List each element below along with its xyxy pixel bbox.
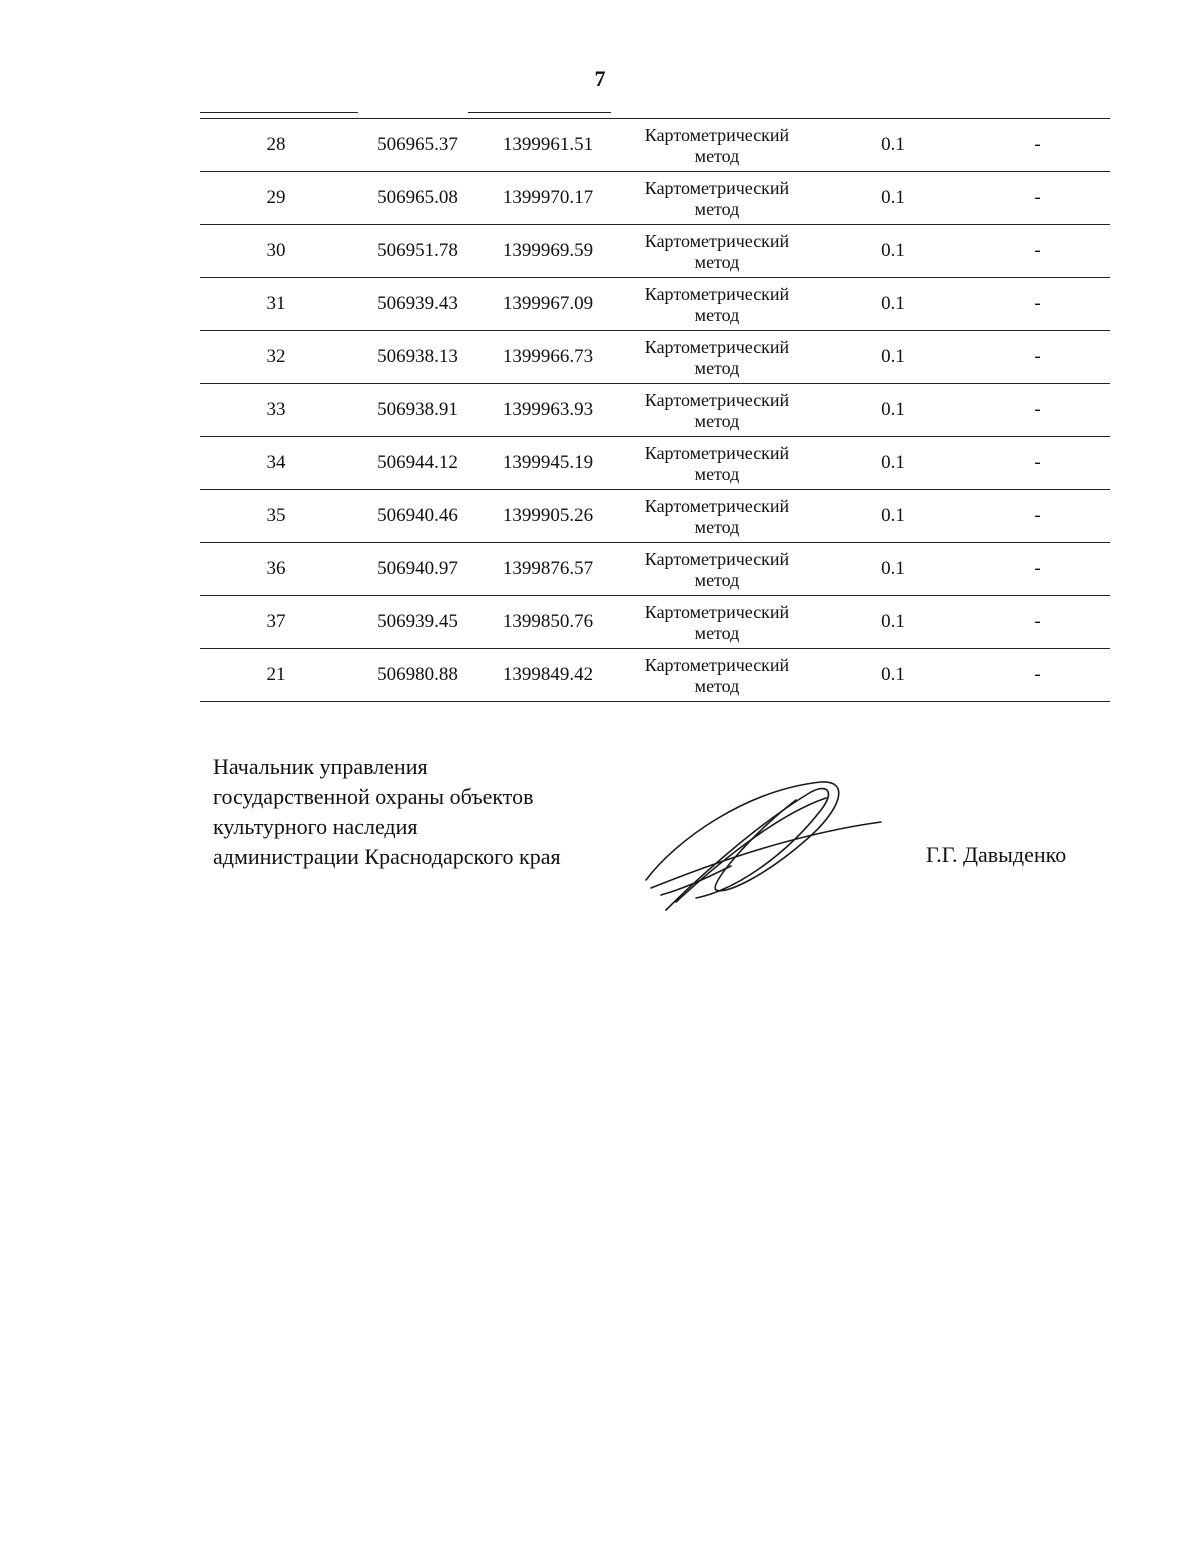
- x-coordinate-cell: 506944.12: [352, 437, 483, 490]
- accuracy-cell: 0.1: [821, 331, 965, 384]
- method-cell: [613, 649, 821, 702]
- point-number-cell: 36: [200, 543, 352, 596]
- method-cell: [613, 543, 821, 596]
- method-line2: метод: [694, 146, 740, 166]
- method-line1: Картометрический: [644, 178, 790, 198]
- accuracy-cell: 0.1: [821, 490, 965, 543]
- accuracy-cell: 0.1: [821, 384, 965, 437]
- coordinates-table: [200, 118, 1110, 702]
- x-coordinate-cell: 506940.97: [352, 543, 483, 596]
- method-cell: [613, 119, 821, 172]
- method-line2: метод: [694, 305, 740, 325]
- note-cell: -: [965, 490, 1110, 543]
- note-cell: -: [965, 543, 1110, 596]
- method-line1: Картометрический: [644, 390, 790, 410]
- x-coordinate-cell: 506938.13: [352, 331, 483, 384]
- x-coordinate-cell: 506980.88: [352, 649, 483, 702]
- y-coordinate-cell: 1399850.76: [483, 596, 613, 649]
- signatory-title-line: администрации Краснодарского края: [213, 844, 561, 869]
- method-line1: Картометрический: [644, 496, 790, 516]
- y-coordinate-cell: 1399970.17: [483, 172, 613, 225]
- accuracy-cell: 0.1: [821, 119, 965, 172]
- signatory-title-line: государственной охраны объектов: [213, 784, 534, 809]
- method-cell: [613, 172, 821, 225]
- table-row: [200, 596, 1110, 649]
- method-line2: метод: [694, 676, 740, 696]
- x-coordinate-cell: 506965.08: [352, 172, 483, 225]
- point-number-cell: 33: [200, 384, 352, 437]
- point-number-cell: 29: [200, 172, 352, 225]
- method-line1: Картометрический: [644, 284, 790, 304]
- y-coordinate-cell: 1399945.19: [483, 437, 613, 490]
- table-row: [200, 384, 1110, 437]
- y-coordinate-cell: 1399969.59: [483, 225, 613, 278]
- table-row: [200, 225, 1110, 278]
- accuracy-cell: 0.1: [821, 649, 965, 702]
- method-line1: Картометрический: [644, 337, 790, 357]
- signatory-title-line: культурного наследия: [213, 814, 418, 839]
- point-number-cell: 37: [200, 596, 352, 649]
- method-line1: Картометрический: [644, 231, 790, 251]
- y-coordinate-cell: 1399876.57: [483, 543, 613, 596]
- y-coordinate-cell: 1399849.42: [483, 649, 613, 702]
- handwritten-signature: [636, 770, 886, 920]
- accuracy-cell: 0.1: [821, 278, 965, 331]
- table-row: [200, 490, 1110, 543]
- method-cell: [613, 278, 821, 331]
- y-coordinate-cell: 1399905.26: [483, 490, 613, 543]
- point-number-cell: 28: [200, 119, 352, 172]
- point-number-cell: 31: [200, 278, 352, 331]
- table-row: [200, 437, 1110, 490]
- accuracy-cell: 0.1: [821, 172, 965, 225]
- x-coordinate-cell: 506939.43: [352, 278, 483, 331]
- signatory-title-line: Начальник управления: [213, 754, 428, 779]
- signatory-title: [213, 752, 561, 872]
- method-cell: [613, 490, 821, 543]
- accuracy-cell: 0.1: [821, 225, 965, 278]
- table-row: [200, 543, 1110, 596]
- point-number-cell: 35: [200, 490, 352, 543]
- table-row: [200, 278, 1110, 331]
- note-cell: -: [965, 649, 1110, 702]
- x-coordinate-cell: 506965.37: [352, 119, 483, 172]
- method-line2: метод: [694, 623, 740, 643]
- method-cell: [613, 331, 821, 384]
- method-cell: [613, 596, 821, 649]
- accuracy-cell: 0.1: [821, 596, 965, 649]
- table-row: [200, 331, 1110, 384]
- point-number-cell: 34: [200, 437, 352, 490]
- note-cell: -: [965, 278, 1110, 331]
- note-cell: -: [965, 331, 1110, 384]
- method-line2: метод: [694, 570, 740, 590]
- x-coordinate-cell: 506951.78: [352, 225, 483, 278]
- table-row: [200, 649, 1110, 702]
- table-row: [200, 119, 1110, 172]
- table-top-rule-middle: [468, 112, 611, 113]
- coordinates-table-body: [200, 119, 1110, 702]
- accuracy-cell: 0.1: [821, 543, 965, 596]
- method-line1: Картометрический: [644, 125, 790, 145]
- page-number: 7: [594, 66, 606, 91]
- method-cell: [613, 437, 821, 490]
- point-number-cell: 30: [200, 225, 352, 278]
- table-top-rule-left: [200, 112, 358, 113]
- y-coordinate-cell: 1399961.51: [483, 119, 613, 172]
- y-coordinate-cell: 1399966.73: [483, 331, 613, 384]
- x-coordinate-cell: 506940.46: [352, 490, 483, 543]
- method-line2: метод: [694, 252, 740, 272]
- x-coordinate-cell: 506939.45: [352, 596, 483, 649]
- point-number-cell: 21: [200, 649, 352, 702]
- method-line2: метод: [694, 517, 740, 537]
- accuracy-cell: 0.1: [821, 437, 965, 490]
- note-cell: -: [965, 384, 1110, 437]
- method-line1: Картометрический: [644, 549, 790, 569]
- note-cell: -: [965, 119, 1110, 172]
- method-line1: Картометрический: [644, 655, 790, 675]
- point-number-cell: 32: [200, 331, 352, 384]
- method-line2: метод: [694, 411, 740, 431]
- x-coordinate-cell: 506938.91: [352, 384, 483, 437]
- note-cell: -: [965, 225, 1110, 278]
- method-cell: [613, 384, 821, 437]
- method-line2: метод: [694, 464, 740, 484]
- method-line1: Картометрический: [644, 443, 790, 463]
- note-cell: -: [965, 172, 1110, 225]
- note-cell: -: [965, 596, 1110, 649]
- method-line2: метод: [694, 199, 740, 219]
- y-coordinate-cell: 1399967.09: [483, 278, 613, 331]
- note-cell: -: [965, 437, 1110, 490]
- table-row: [200, 172, 1110, 225]
- method-cell: [613, 225, 821, 278]
- y-coordinate-cell: 1399963.93: [483, 384, 613, 437]
- method-line2: метод: [694, 358, 740, 378]
- method-line1: Картометрический: [644, 602, 790, 622]
- signatory-name: Г.Г. Давыденко: [926, 842, 1067, 867]
